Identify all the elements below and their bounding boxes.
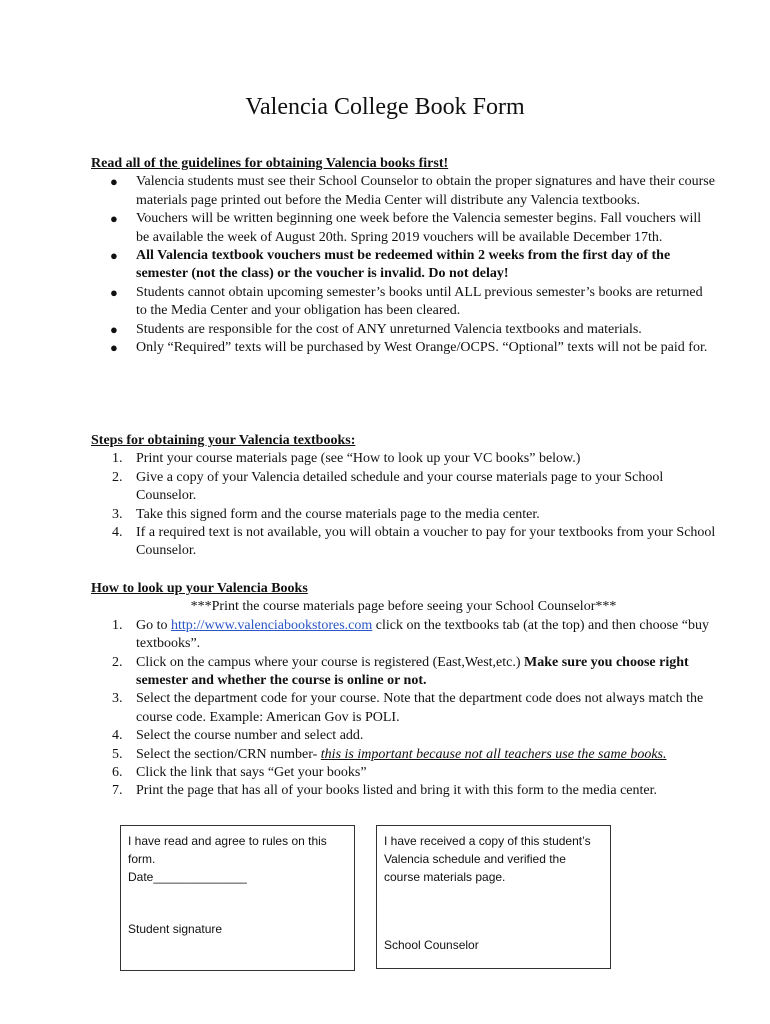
list-item: 7. Print the page that has all of your books listed and bring it with this form to the media center. (112, 783, 658, 799)
bullet-icon: ● (110, 174, 118, 190)
date-line[interactable]: Date______________ (128, 870, 247, 884)
list-item: ● Only “Required” texts will be purchased by West Orange/OCPS. “Optional” texts will not be paid for. (91, 339, 716, 357)
student-signature-box (120, 825, 355, 971)
list-item: ● Valencia students must see their School Counselor to obtain the proper signatures and have their course materials page printed out before the Media Center will distribute any Valencia textbooks. (110, 174, 715, 208)
steps-section (91, 432, 716, 561)
list-item: ● Students cannot obtain upcoming semester’s books until ALL previous semester’s books are returned to the Media Center and your obligation has been cleared. (110, 284, 703, 319)
bullet-icon: ● (110, 321, 118, 337)
counselor-signature-label[interactable]: School Counselor (384, 938, 479, 952)
list-item: 5. Select the section/CRN number- this is important because not all teachers use the same books. (112, 746, 667, 762)
guidelines-section (91, 155, 716, 357)
bullet-icon: ● (110, 340, 118, 356)
student-signature-label[interactable]: Student signature (128, 922, 223, 936)
list-item: 3. Select the department code for your course. Note that the department code does not always match the course code. Example: American Gov is POLI. (112, 691, 704, 725)
lookup-list (91, 617, 716, 801)
steps-heading: Steps for obtaining your Valencia textbooks: (91, 433, 356, 448)
lookup-note: ***Print the course materials page before seeing your School Counselor*** (190, 599, 617, 615)
list-item: 1. Print your course materials page (see “How to look up your VC books” below.) (112, 451, 581, 467)
bookstore-link[interactable]: http://www.valenciabookstores.com (171, 617, 373, 633)
list-item: 6. Click the link that says “Get your books” (112, 765, 367, 781)
list-item: 3. Take this signed form and the course materials page to the media center. (112, 506, 540, 522)
page-title: Valencia College Book Form (245, 94, 525, 120)
bullet-icon: ● (110, 211, 118, 227)
list-item: 1. Go to http://www.valenciabookstores.com click on the textbooks tab (at the top) and then choose “buy textbooks”. (112, 617, 709, 652)
list-item: ● All Valencia textbook vouchers must be redeemed within 2 weeks from the first day of the semester (not the class) or the voucher is invalid. Do not delay! (110, 248, 671, 282)
list-item: ● Vouchers will be written beginning one week before the Valencia semester begins. Fall vouchers will be available the week of August 20th. Spring 2019 vouchers will be available December 17th. (110, 211, 702, 245)
bullet-icon: ● (110, 248, 118, 264)
lookup-section (91, 580, 716, 801)
bullet-icon: ● (110, 284, 118, 300)
lookup-heading: How to look up your Valencia Books (91, 581, 308, 596)
steps-list (91, 450, 716, 560)
counselor-verification-text: I have received a copy of this student’s Valencia schedule and verified the course materials page. (384, 834, 591, 884)
list-item: ● Students are responsible for the cost of ANY unreturned Valencia textbooks and materials. (91, 321, 716, 339)
list-item: 2. Give a copy of your Valencia detailed schedule and your course materials page to your School Counselor. (112, 469, 664, 504)
student-agreement-text: I have read and agree to rules on this form. (128, 834, 327, 866)
list-item: 4. Select the course number and select add. (112, 728, 364, 744)
counselor-signature-box (376, 825, 611, 969)
guidelines-heading: Read all of the guidelines for obtaining Valencia books first! (91, 156, 449, 171)
list-item: 2. Click on the campus where your course is registered (East,West,etc.) Make sure you choose right semester and whether the course is online or not. (112, 654, 689, 689)
list-item: 4. If a required text is not available, you will obtain a voucher to pay for your textbooks from your School Counselor. (112, 525, 716, 559)
guidelines-list (91, 173, 716, 357)
